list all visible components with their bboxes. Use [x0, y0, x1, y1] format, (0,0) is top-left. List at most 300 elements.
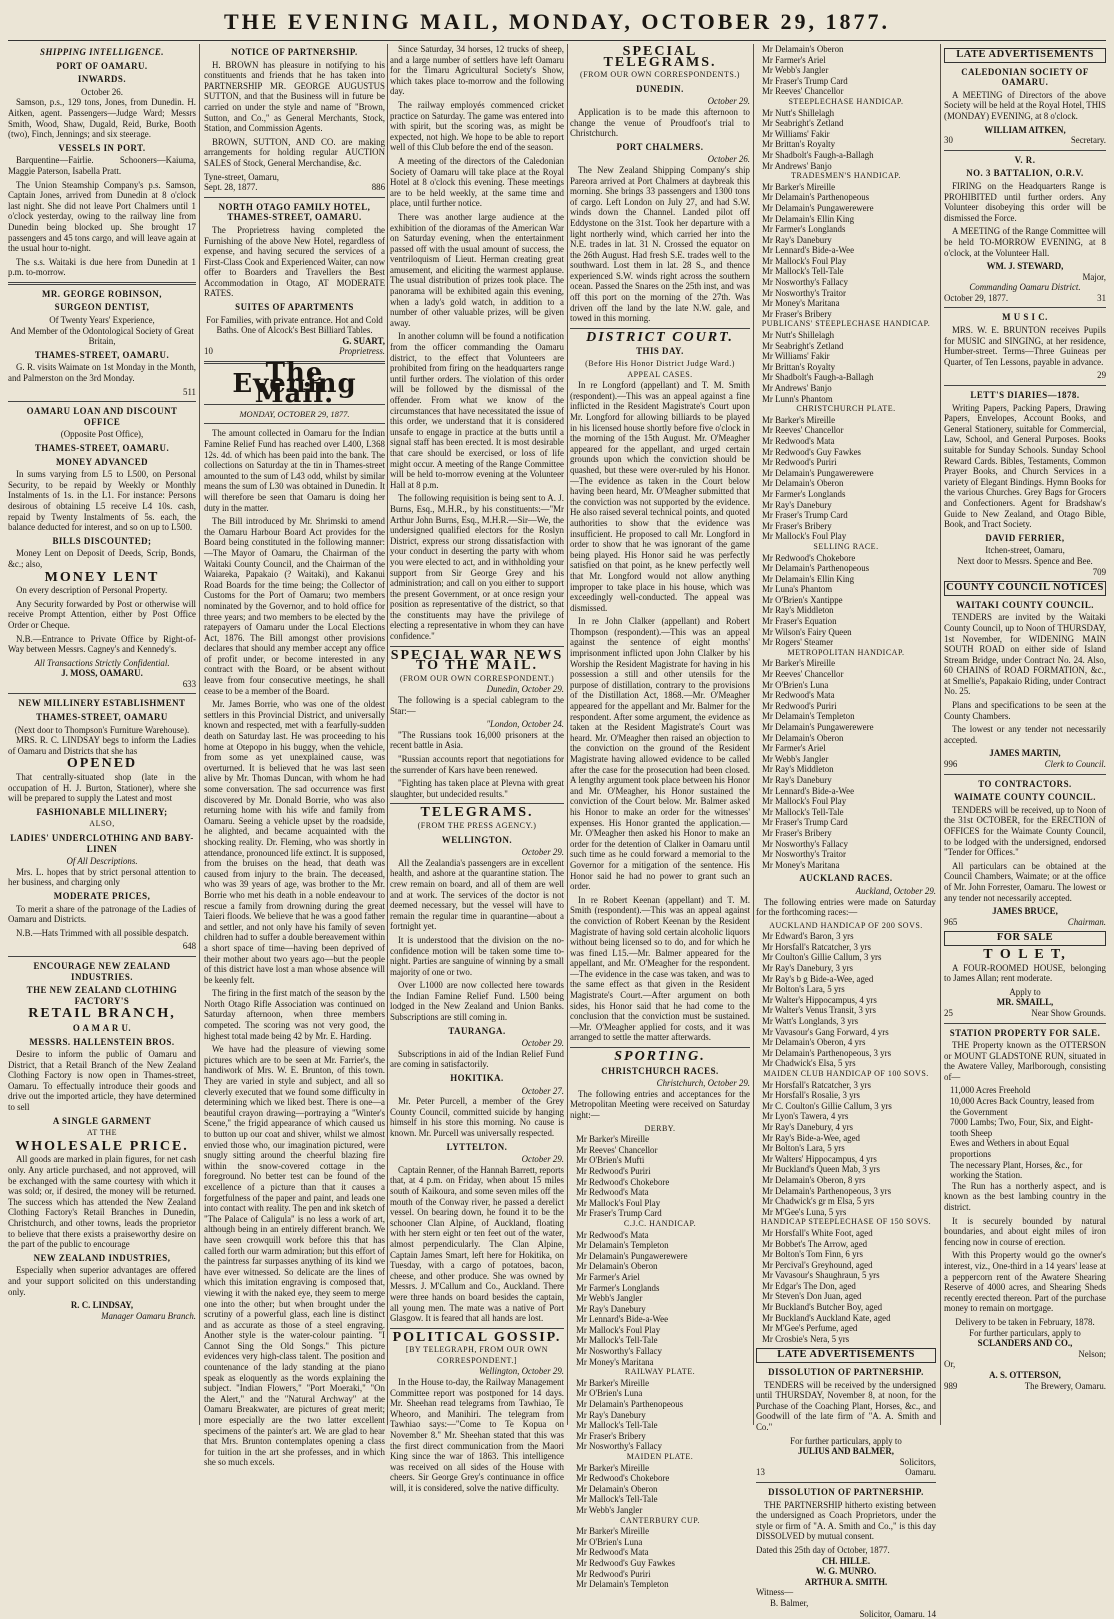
battalion-heading: NO. 3 BATTALION, O.R.V.	[944, 168, 1106, 179]
address-label: Near Show Grounds.	[1031, 1008, 1106, 1019]
list-item: Mr Lennard's Bide-a-Wee	[756, 786, 936, 797]
list-item: Mr Bolton's Tom Finn, 6 yrs	[756, 1249, 936, 1260]
list-item: Mr Andrews' Banjo	[756, 383, 936, 394]
pc-date: October 26.	[570, 154, 750, 165]
telegrams-heading: TELEGRAMS.	[390, 808, 564, 819]
list-item: The necessary Plant, Horses, &c., for working the Station.	[944, 1160, 1106, 1181]
suart-signature: G. SUART,	[204, 336, 385, 347]
contractors-heading: TO CONTRACTORS.	[944, 779, 1106, 790]
race-heading: MAIDEN PLATE.	[570, 1452, 750, 1463]
wholesale-heading: WHOLESALE PRICE.	[8, 1142, 196, 1153]
masthead-rule	[8, 40, 1106, 41]
list-item: Mr Edward's Baron, 3 yrs	[756, 931, 936, 942]
dentist-name: MR. GEORGE ROBINSON,	[8, 289, 196, 300]
editorial-paragraph: Since Saturday, 34 horses, 12 trucks of sheep, and a large number of settlers have left Oamaru for the Timaru Agricultural Society's Show, which takes place to-morrow and the following day.	[390, 44, 564, 97]
list-item: Mr Fraser's Equation	[756, 616, 936, 627]
list-item: Mr Lennard's Bide-a-Wee	[756, 245, 936, 256]
race-heading: STEEPLECHASE HANDICAP.	[756, 97, 936, 108]
list-item: Mr Webb's Jangler	[756, 65, 936, 76]
list-item: Mr Delamain's Pungawerewere	[756, 722, 936, 733]
editorial-paragraph: The amount collected in Oamaru for the Indian Famine Relief Fund has reached over L400, L368 12s. 4d. of which has been paid into the bank. The collections on Saturday at the tin in Thames-street amounted to the sum of L43 odd, whilst by similar means the sum of L30 was obtained in Dunedin. It will therefore be seen that Oamaru is doing her duty in the matter.	[204, 428, 385, 513]
divider	[570, 328, 750, 329]
list-item: Mr Nosworthy's Fallacy	[570, 1346, 750, 1357]
ch-races-heading: CHRISTCHURCH RACES.	[570, 1066, 750, 1077]
list-item: Mr Delamain's Parthenopeous	[756, 563, 936, 574]
lyttelton-heading: LYTTELTON.	[390, 1142, 564, 1153]
race-heading: MAIDEN CLUB HANDICAP OF 100 SOVS.	[756, 1069, 936, 1080]
list-item: Mr Steven's Don Juan, aged	[756, 1291, 936, 1302]
list-item: Mr Walter's Hippocampus, 4 yrs	[756, 995, 936, 1006]
list-item: Mr O'Brien's Luna	[570, 1388, 750, 1399]
list-item: Mr Fraser's Trump Card	[570, 1208, 750, 1219]
single-garment: A SINGLE GARMENT	[8, 1116, 196, 1127]
caledonian-heading: CALEDONIAN SOCIETY OF OAMARU.	[944, 67, 1106, 88]
race-heading: CANTERBURY CUP.	[570, 1516, 750, 1527]
confidential-note: All Transactions Strictly Confidential.	[8, 658, 196, 669]
otterson-footer	[944, 1381, 1106, 1392]
list-item: Mr Fraser's Trump Card	[756, 76, 936, 87]
dated-line: Dated this 25th day of October, 1877.	[756, 1545, 936, 1556]
list-item: Mr Farmer's Longlands	[756, 224, 936, 235]
list-item: Mr Redwood's Mata	[756, 690, 936, 701]
editorial-paragraph: The Bill introduced by Mr. Shrimski to amend the Oamaru Harbour Board Act provides for the Board being constituted in the following manner:—The Mayor of Oamaru, the Chairman of the Waitaki County Council, and the Chairman of the Waiareka, Papakaio (? Waitaki), and Kakanui Road Boards for the time being; the Collector of Customs for the Port of Oamaru; two members nominated by the Governor, and to hold office for three years; and two members to be elected by the ratepayers of Oamaru under the Local Elections Act, 1876. The Bill amongst other provisions declares that should any member accept any office of profit under, or become interested in any contract with the Board, or be absent without leave from four consecutive meetings, he shall cease to be a member of the Board.	[204, 516, 385, 696]
race-heading: CHRISTCHURCH PLATE.	[756, 404, 936, 415]
entry-list	[756, 658, 936, 870]
list-item: Mr Ray's Danebury	[756, 235, 936, 246]
entry-list	[756, 182, 936, 320]
list-item: Mr Delamain's Oberon	[756, 478, 936, 489]
ferrier-heading: DAVID FERRIER,	[944, 533, 1106, 544]
list-item: Mr Mallock's Foul Play	[756, 256, 936, 267]
waimate-heading: WAIMATE COUNTY COUNCIL.	[944, 792, 1106, 803]
divider	[8, 282, 196, 285]
list-item: Mr Delamain's Oberon	[570, 1261, 750, 1272]
entry-list	[756, 330, 936, 404]
list-item: Mr Mallock's Tell-Tale	[570, 1420, 750, 1431]
hats-text: N.B.—Hats Trimmed with all possible despatch.	[8, 928, 196, 939]
clothing-heading: THE NEW ZEALAND CLOTHING FACTORY'S	[8, 985, 196, 1006]
also-label: ALSO,	[8, 819, 196, 830]
list-item: Mr Rogers' Steamer	[756, 637, 936, 648]
lyttelton-date: October 29.	[390, 1154, 564, 1165]
dentist-experience: Of Twenty Years' Experience,	[8, 315, 196, 326]
list-item: Mr Percival's Greyhound, aged	[756, 1260, 936, 1271]
list-item: Mr Mallock's Foul Play	[756, 531, 936, 542]
entry-list	[756, 931, 936, 1069]
list-item: Mr Bobbet's The Arrow, aged	[756, 1239, 936, 1250]
telegrams-sub: (FROM THE PRESS AGENCY.)	[390, 821, 564, 832]
ad-number: 633	[8, 679, 196, 690]
entry-list	[756, 1080, 936, 1218]
money-lent-heading: MONEY LENT	[8, 573, 196, 584]
list-item: Mr Fraser's Bribery	[570, 1431, 750, 1442]
ad-number: 965	[944, 917, 957, 927]
list-item: Mr Mallock's Tell-Tale	[756, 266, 936, 277]
list-item: Mr Mallock's Foul Play	[570, 1198, 750, 1209]
union-text: The Union Steamship Company's p.s. Samson, Captain Jones, arrived from Dunedin at 8 o'clock last night. She did not leave Port Chalmers until 1 o'clock yesterday, owing to the railway line from Dunedin being blocked up. She brought 17 passengers and 45 tons cargo, and will leave again at the usual hour to-night.	[8, 180, 196, 254]
race-heading: METROPOLITAN HANDICAP.	[756, 648, 936, 659]
list-item: Mr Nosworthy's Traitor	[756, 849, 936, 860]
war-dateline: Dunedin, October 29.	[390, 684, 564, 695]
nz-industries-heading: NEW ZEALAND INDUSTRIES,	[8, 1253, 196, 1264]
war-item: "The Russians took 16,000 prisoners at the recent battle in Asia.	[390, 730, 564, 751]
opened-heading: OPENED	[8, 759, 196, 770]
political-heading: POLITICAL GOSSIP.	[390, 1333, 564, 1344]
list-item: Mr Fraser's Trump Card	[756, 817, 936, 828]
list-item: Mr Delamain's Templeton	[756, 711, 936, 722]
list-item: 11,000 Acres Freehold	[944, 1085, 1106, 1096]
entry-list	[756, 108, 936, 172]
suites-text: For Families, with private entrance. Hot and Cold Baths. One of Alcock's Best Billiard Tables.	[204, 315, 385, 336]
political-dateline: Wellington, October 29.	[390, 1366, 564, 1377]
race-heading: PUBLICANS' STEEPLECHASE HANDICAP.	[756, 319, 936, 330]
list-item: Mr Nutt's Shillelagh	[756, 108, 936, 119]
list-item: Mr Delamain's Parthenopeous, 3 yrs	[756, 1048, 936, 1059]
ch-dateline: Christchurch, October 29.	[570, 1078, 750, 1089]
list-item: Mr Vavasour's Shaughraun, 5 yrs	[756, 1270, 936, 1281]
nelson-label: Nelson;	[944, 1349, 1106, 1360]
list-item: Mr Seabright's Zetland	[756, 118, 936, 129]
clothing-text: Desire to inform the public of Oamaru and District, that a Retail Branch of the New Zealand Clothing Factory is now open in Thames-street, Oamaru. To effectually introduce their goods and drive out the imported article, they have determined to sell	[8, 1049, 196, 1113]
partnership-heading: NOTICE OF PARTNERSHIP.	[204, 47, 385, 58]
list-item: Mr O'Brien's Luna	[570, 1537, 750, 1548]
owner-text: With this Property would go the owner's interest, viz., One-third in a 14 years' lease at a peppercorn rent of the Awatere Shearing Reserve of 4000 acres, and Shearing Sheds recently erected thereon. Part of the purchase money to remain on mortgage.	[944, 1250, 1106, 1314]
tenders-further: For further particulars, apply to	[756, 1436, 936, 1447]
list-item: Mr Watt's Longlands, 3 yrs	[756, 1016, 936, 1027]
editorial-paragraph: There was another large audience at the exhibition of the dioramas of the American War on Saturday evening, when the entertainment passed off with the usual amount of success, the ventriloquism of Lieut. Herman creating great amusement, and eliciting the warmest applause. The usual distribution of prizes took place. The panorama will be exhibited again this evening, when a lady's gold watch, in addition to a number of other valuable prizes, will be given away.	[390, 212, 564, 329]
oct-footer	[944, 293, 1106, 304]
column-3	[390, 44, 564, 1425]
ferrier-address: Itchen-street, Oamaru,	[944, 545, 1106, 556]
list-item: Mr Farmer's Ariel	[756, 55, 936, 66]
list-item: Mr Delamain's Parthenopeous	[570, 1399, 750, 1410]
port-heading: PORT OF OAMARU.	[8, 61, 196, 72]
newspaper-nameplate: The Evening Mail.	[204, 368, 385, 400]
list-item: Mr Money's Maritana	[570, 1357, 750, 1368]
major-label: Major,	[944, 272, 1106, 283]
smaill-footer	[944, 1008, 1106, 1019]
ad-number: 31	[1097, 293, 1106, 304]
ad-number: 30	[944, 135, 953, 145]
list-item: Mr Mallock's Tell-Tale	[570, 1494, 750, 1505]
proprietress-label: Proprietress.	[339, 346, 385, 357]
lindsay-signature: R. C. LINDSAY,	[8, 1300, 196, 1311]
list-item: Mr Shadbolt's Faugh-a-Ballagh	[756, 372, 936, 383]
hokitika-date: October 27.	[390, 1086, 564, 1097]
list-item: Mr Crosbie's Nera, 5 yrs	[756, 1334, 936, 1345]
property-list	[944, 1085, 1106, 1180]
signatory: CH. HILLE.	[756, 1556, 936, 1567]
clerk-label: Clerk to Council.	[1045, 759, 1106, 770]
political-sub: [BY TELEGRAPH, FROM OUR OWN CORRESPONDENT.]	[390, 1345, 564, 1366]
list-item: Mr Redwood's Guy Fawkes	[570, 1558, 750, 1569]
war-intro: The following is a special cablegram to the Star:—	[390, 695, 564, 716]
list-item: Mr Redwood's Guy Fawkes	[756, 447, 936, 458]
auckland-races-heading: AUCKLAND RACES.	[756, 873, 936, 884]
race-heading: C.J.C. HANDICAP.	[570, 1219, 750, 1230]
divider	[204, 197, 385, 198]
nz-text: Especially when superior advantages are offered and your support solicited on this understanding only.	[8, 1265, 196, 1297]
entry-list	[570, 1134, 750, 1219]
divider	[390, 646, 564, 647]
list-item: Mr Buckland's Queen Mab, 3 yrs	[756, 1164, 936, 1175]
court-case: In re Robert Keenan (appellant) and T. M. Smith (respondent).—This was an appeal against the conviction of Robert Keenan by the Resident Magistrate of having sold certain alcoholic liquors without being licensed so to do, and for which he was fined L15.—Mr. Balmer appeared for the appellant, and Mr. O'Meagher for the respondent.—The evidence in the case was taken, and was to the same effect as that given in the Resident Magistrate's Court.—After argument on both sides, his Honor said that he had come to the conclusion that the conviction must be sustained.—Mr. O'Meagher applied for costs, and it was arranged to settle the matter afterwards.	[570, 895, 750, 1043]
plans-text: Plans and specifications to be seen at the County Chambers.	[944, 700, 1106, 721]
steward-signature: WM. J. STEWARD,	[944, 261, 1106, 272]
list-item: Mr Horsfall's Rosalie, 3 yrs	[756, 1090, 936, 1101]
list-item: Mr Lennard's Bide-a-Wee	[570, 1314, 750, 1325]
column-separator	[567, 44, 568, 1425]
column-6	[944, 44, 1106, 1425]
county-notices-heading: COUNTY COUNCIL NOTICES	[944, 581, 1106, 596]
for-sale-heading: FOR SALE	[944, 931, 1106, 946]
julius-balmer: JULIUS AND BALMER,	[756, 1446, 936, 1457]
tenders-waimate: TENDERS will be received, up to Noon of the 31st OCTOBER, for the ERECTION of OFFICES for the Waimate County Council, to be lodged with the undersigned, endorsed "Tender for Offices."	[944, 805, 1106, 858]
money-text: In sums varying from L5 to L500, on Personal Security, to be repaid by Weekly or Monthly Instalments of 1s. in the L1. For instance: Persons desirous of obtaining L5 receive L4 10s. cash, repaid by Twenty Instalments of 5s. each, the balance deducted for interest, and so on up to L500.	[8, 469, 196, 533]
divider	[944, 150, 1106, 151]
brewery-label: The Brewery, Oamaru.	[1025, 1381, 1106, 1392]
inwards-text: Samson, p.s., 129 tons, Jones, from Dunedin. H. Aitken, agent. Passengers—Judge Ward; Messrs Smith, Wood, Shaw, Dugald, Reid, Burke, Booth (two), Finch, Jennings; and six steerage.	[8, 97, 196, 139]
balmer-footer	[756, 1609, 936, 1619]
editorial-paragraph: In another column will be found a notification from the officer commanding the Oamaru district, to the effect that Volunteers are prohibited from firing on the headquarters range until further orders. The violation of this order will be followed by the dismissal of the offender. From what we know of the circumstances that have necessitated the issue of this order, we understand that it is considered unsafe to engage in practice at the butts until a signal staff has been erected. It is most desirable that care should be exercised, or loss of life might occur. A meeting of the Range Committee will be held to-morrow evening at the Volunteer Hall at 8 p.m.	[390, 331, 564, 490]
list-item: Mr Nosworthy's Fallacy	[570, 1441, 750, 1452]
fashionable-heading: FASHIONABLE MILLINERY;	[8, 807, 196, 818]
list-item: Mr Barker's Mireille	[756, 415, 936, 426]
bruce-footer	[944, 917, 1106, 928]
letts-heading: LETT'S DIARIES—1878.	[944, 390, 1106, 401]
opened-text: That centrally-situated shop (late in the occupation of H. J. Burton, Stationer), where she will be prepared to supply the Latest and most	[8, 772, 196, 804]
list-item: Mr Horsfall's White Foot, aged	[756, 1228, 936, 1239]
particulars-text: All particulars can be obtained at the Council Chambers, Waimate; or at the office of Mr. John Forrester, Oamaru. The lowest or any tender not necessarily accepted.	[944, 861, 1106, 903]
secretary-label: Secretary.	[1071, 135, 1106, 146]
list-item: Mr Walters' Hippocampus, 4 yrs	[756, 1154, 936, 1165]
war-news-sub: (FROM OUR OWN CORRESPONDENT.)	[390, 674, 564, 685]
list-item: Mr Lunn's Phantom	[756, 394, 936, 405]
divider	[944, 774, 1106, 775]
ad-number: 25	[944, 1008, 953, 1018]
place-label: Oamaru.	[905, 1467, 936, 1478]
ad-number: 709	[944, 567, 1106, 578]
dentist-note: G. R. visits Waimate on 1st Monday in the Month, and Palmerston on the 3rd Monday.	[8, 362, 196, 383]
list-item: Mr Walter's Venus Transit, 3 yrs	[756, 1005, 936, 1016]
moderate-heading: MODERATE PRICES,	[8, 891, 196, 902]
list-item: Mr Redwood's Mata	[570, 1230, 750, 1241]
list-item: Mr Buckland's Butcher Boy, aged	[756, 1302, 936, 1313]
list-item: Mr Mallock's Foul Play	[756, 796, 936, 807]
to-let-heading: T O L E T,	[944, 950, 1106, 961]
dentist-member: And Member of the Odontological Society of Great Britain,	[8, 326, 196, 347]
list-item: Mr Redwood's Chokebore	[570, 1473, 750, 1484]
list-item: Mr Redwood's Puriri	[756, 457, 936, 468]
firing-text: FIRING on the Headquarters Range is PROHIBITED until further orders. Any Volunteer disobeying this order will be dismissed the Force.	[944, 181, 1106, 223]
wellington-heading: WELLINGTON.	[390, 835, 564, 846]
martin-footer	[944, 759, 1106, 770]
ad-number: 13	[756, 1467, 765, 1477]
list-item: Mr Redwood's Puriri	[570, 1166, 750, 1177]
list-item: Mr Lyon's Tawera, 4 yrs	[756, 1111, 936, 1122]
wholesale-text: All goods are marked in plain figures, for net cash only. Any article purchased, and not approved, will be exchanged with the same courtesy with which it was sold; or, if desired, the money will be returned. The success which has attended the New Zealand Clothing Factory's Retail Branches in Dunedin, Christchurch, and other towns, leads the proprietor to believe that there exists a praiseworthy desire on the part of the public to encourage	[8, 1154, 196, 1249]
list-item: Mr Redwood's Chokebore	[570, 1177, 750, 1188]
lyttelton-text: Captain Renner, of the Hannah Barrett, reports that, at 4 p.m. on Friday, when about 15 miles south of Kaikoura, and some seven miles off the mouth of the Conway river, he passed a derelict vessel. On bearing down, he found it to be the schooner Clan Alpine, of Auckland, floating with her stern eight or ten feet out of the water, almost perpendicularly. The Clan Alpine, Captain James Smart, left here for Hokitika, on Tuesday, with a cargo of potatoes, bacon, cheese, and other produce. She was owned by Messrs. J. M'Callum and Co., Auckland. There were three hands on board besides the captain, all young men. The mate was a native of Port Glasgow. It is feared that all hands are lost.	[390, 1165, 564, 1324]
list-item: Mr Ray's Middleton	[756, 764, 936, 775]
list-item: Mr Brittan's Royalty	[756, 362, 936, 373]
bills-text: Money Lent on Deposit of Deeds, Scrip, Bonds, &c.; also,	[8, 548, 196, 569]
ch-text: The following entries and acceptances for the Metropolitan Meeting were received on Saturday night:—	[570, 1089, 750, 1121]
brown-text: H. BROWN has pleasure in notifying to his constituents and friends that he has taken into PARTNERSHIP MR. GEORGE AUGUSTUS SUTTON, and that the Business will in future be carried on under the style and name of "Brown, Sutton, and Co.," as General Merchants, Stock, Station, and Commission Agents.	[204, 60, 385, 134]
dunedin-heading: DUNEDIN.	[570, 84, 750, 95]
ad-number: 29	[944, 370, 1106, 381]
security-text: Any Security forwarded by Post or otherwise will receive Prompt Attention, either by Post Office Order or Cheque.	[8, 599, 196, 631]
political-text: In the House to-day, the Railway Management Committee report was postponed for 14 days. Mr. Sheehan read telegrams from Tawhiao, Te Wheoro, and Manihiri. The telegram from Tawhiao says:—"Come to Te Kopua on November 8." Mr. Sheehan stated that this was the first direct communication from the Maori King since the war of 1863. This intelligence was received on all sides of the House with cheers. Sir George Grey's continuance in office will, it is considered, solve the native difficulty.	[390, 1377, 564, 1494]
race-heading: SELLING RACE.	[756, 542, 936, 553]
list-item: Mr Farmer's Ariel	[570, 1272, 750, 1283]
list-item: Mr Coulton's Gillie Callum, 3 yrs	[756, 952, 936, 963]
list-item: Mr Chadwick's Elsa, 5 yrs	[756, 1058, 936, 1069]
column-4	[570, 44, 750, 1425]
race-heading: HANDICAP STEEPLECHASE OF 150 SOVS.	[756, 1217, 936, 1228]
ad-number: 886	[372, 182, 385, 193]
entry-list	[756, 44, 936, 97]
judge-line: (Before His Honor District Judge Ward.)	[570, 359, 750, 370]
oamaru-heading: O A M A R U.	[8, 1023, 196, 1034]
moss-signature: J. MOSS, OAMARU.	[8, 668, 196, 679]
list-item: Mr Nosworthy's Fallacy	[756, 277, 936, 288]
hokitika-text: Mr. Peter Purcell, a member of the Grey County Council, committed suicide by hanging himself in his store this morning. No cause is known. Mr. Purcell was universally respected.	[390, 1096, 564, 1138]
aitken-signature: WILLIAM AITKEN,	[944, 125, 1106, 136]
ad-number: 996	[944, 759, 957, 769]
list-item: Mr Edgar's The Don, aged	[756, 1281, 936, 1292]
list-item: Mr Williams' Fakir	[756, 129, 936, 140]
list-item: Mr Redwood's Puriri	[756, 701, 936, 712]
district-court-heading: DISTRICT COURT.	[570, 333, 750, 344]
ferrier-next: Next door to Messrs. Spence and Bee.	[944, 556, 1106, 567]
list-item: Mr Reeves' Chancellor	[756, 425, 936, 436]
list-item: Mr O'Brien's Xantippe	[756, 595, 936, 606]
dentist-address: THAMES-STREET, OAMARU.	[8, 350, 196, 361]
list-item: Mr Delamain's Templeton	[570, 1579, 750, 1590]
list-item: Mr Webb's Jangler	[570, 1293, 750, 1304]
appeal-cases: APPEAL CASES.	[570, 370, 750, 381]
music-heading: M U S I C.	[944, 312, 1106, 323]
let-text: A FOUR-ROOMED HOUSE, belonging to James Allan; rent moderate.	[944, 963, 1106, 984]
entry-list	[756, 553, 936, 648]
hallenstein-heading: MESSRS. HALLENSTEIN BROS.	[8, 1037, 196, 1048]
martin-signature: JAMES MARTIN,	[944, 748, 1106, 759]
divider	[8, 956, 196, 957]
lowest-text: The lowest or any tender not necessarily accepted.	[944, 724, 1106, 745]
tenders-footer	[756, 1467, 936, 1478]
list-item: Mr Seabright's Zetland	[756, 341, 936, 352]
list-item: Mr Redwood's Mata	[570, 1547, 750, 1558]
list-item: Mr Barker's Mireille	[756, 182, 936, 193]
list-item: Mr Delamain's Templeton	[570, 1240, 750, 1251]
list-item: Mr Reeves' Chancellor	[570, 1145, 750, 1156]
list-item: Mr Bolton's Lara, 5 yrs	[756, 984, 936, 995]
letts-text: Writing Papers, Packing Papers, Drawing Papers, Envelopes, Account Books, and General Stationery, suitable for Commercial, Law, School, and General Purposes. Books suitable for Sunday Schools. Sunday School Reward Cards. Bibles, Testaments, Common Prayer Books, and Church Services in a variety of Elegant Bindings. Hymn Books for the various Churches. Grey Bags for Grocers and Confectioners. Agent for Bradshaw's Guide to New Zealand, and Otago Bible, Book, and Tract Society.	[944, 403, 1106, 530]
list-item: Mr Andrews' Banjo	[756, 161, 936, 172]
range-text: A MEETING of the Range Committee will be held TO-MORROW EVENING, at 8 o'clock, at the Volunteer Hall.	[944, 226, 1106, 258]
run-text: The Run has a northerly aspect, and is known as the best lambing country in the district.	[944, 1181, 1106, 1213]
hokitika-heading: HOKITIKA.	[390, 1073, 564, 1084]
race-heading: DERBY.	[570, 1124, 750, 1135]
loan-office-address: THAMES-STREET, OAMARU.	[8, 443, 196, 454]
column-separator	[387, 44, 388, 1425]
auckland-text: The following entries were made on Saturday for the forthcoming races:—	[756, 897, 936, 918]
chairman-label: Chairman.	[1068, 917, 1106, 928]
list-item: Mr Delamain's Parthenopeous	[756, 192, 936, 203]
dunedin-date: October 29.	[570, 96, 750, 107]
list-item: Mr M'Gee's Perfume, aged	[756, 1323, 936, 1334]
list-item: Mr Delamain's Pungawerewere	[756, 203, 936, 214]
list-item: Mr Ray's Danebury	[756, 775, 936, 786]
entry-list	[570, 1463, 750, 1516]
list-item: Mr Ray's Danebury	[570, 1410, 750, 1421]
list-item: Mr Webb's Jangler	[570, 1505, 750, 1516]
ladies-heading: LADIES' UNDERCLOTHING AND BABY-LINEN	[8, 833, 196, 854]
list-item: Mr Farmer's Ariel	[756, 743, 936, 754]
dissolution-heading: DISSOLUTION OF PARTNERSHIP.	[756, 1367, 936, 1378]
commanding-label: Commanding Oamaru District.	[944, 282, 1106, 293]
list-item: Mr Buckland's Auckland Kate, aged	[756, 1313, 936, 1324]
list-item: Mr Ray's Danebury, 4 yrs	[756, 1122, 936, 1133]
list-item: Mr O'Brien's Mufti	[570, 1155, 750, 1166]
balmer-name: B. Balmer,	[756, 1598, 936, 1609]
race-heading: TRADESMEN'S HANDICAP.	[756, 171, 936, 182]
entry-list	[570, 1526, 750, 1590]
waitaki-text: The s.s. Waitaki is due here from Dunedin at 1 p.m. to-morrow.	[8, 257, 196, 278]
list-item: Mr Redwood's Mata	[756, 436, 936, 447]
secured-text: It is securely bounded by natural boundaries, and about eight miles of iron fencing now in course of erection.	[944, 1216, 1106, 1248]
money-lent-text: On every description of Personal Property.	[8, 585, 196, 596]
apply-label: Apply to	[944, 987, 1106, 998]
divider	[756, 1482, 936, 1483]
entry-list	[756, 1228, 936, 1345]
vessels-heading: VESSELS IN PORT.	[8, 143, 196, 154]
list-item: Mr Delamain's Oberon	[756, 44, 936, 55]
list-item: Mr Luna's Phantom	[756, 584, 936, 595]
vr-heading: V. R.	[944, 155, 1106, 166]
list-item: Mr Ray's Bide-a-Wee, aged	[756, 1133, 936, 1144]
list-item: Mr Williams' Fakir	[756, 351, 936, 362]
station-heading: STATION PROPERTY FOR SALE.	[944, 1028, 1106, 1039]
list-item: Mr Shadbolt's Faugh-a-Ballagh	[756, 150, 936, 161]
list-item: Mr Barker's Mireille	[570, 1134, 750, 1145]
divider	[204, 423, 385, 424]
list-item: Mr Mallock's Tell-Tale	[756, 807, 936, 818]
war-london: "London, October 24.	[390, 719, 564, 730]
bills-heading: BILLS DISCOUNTED;	[8, 536, 196, 547]
inwards-date: October 26.	[8, 87, 196, 98]
list-item: Mr Delamain's Ellin King	[756, 574, 936, 585]
divider	[8, 401, 196, 402]
wellington-item: It is understood that the division on the no-confidence motion will be taken some time to-night. Parties are sanguine of winning by a small majority of one or two.	[390, 935, 564, 977]
millinery-address: THAMES-STREET, OAMARU	[8, 712, 196, 723]
divider	[390, 803, 564, 804]
sept-date-text: Sept. 28, 1877.	[204, 182, 258, 192]
list-item: Mr Ray's Middleton	[756, 605, 936, 616]
list-item: Mr Redwood's Mata	[570, 1187, 750, 1198]
list-item: Mr Horsfall's Ratcatcher, 3 yrs	[756, 1080, 936, 1091]
editorial-paragraph: The following requisition is being sent to A. J. Burns, Esq., M.H.R., by his constituents:—"Mr Arthur John Burns, Esq., M.H.R.—Sir—We, the undersigned qualified electors for the Roslyn District, express our strong dissatisfaction with your conduct in deserting the party with whom you were elected to act, and in withholding your support from Sir George Grey and his administration; and call on you either to support the present Government, or at once resign your position as representative of the district, so that the constituents may have the privilege of electing a representative in whom they can have confidence."	[390, 493, 564, 641]
wellington-date: October 29.	[390, 847, 564, 858]
list-item: 7000 Lambs; Two, Four, Six, and Eight-tooth Sheep	[944, 1117, 1106, 1138]
war-item: "Russian accounts report that negotiations for the surrender of Kars have been renewed.	[390, 754, 564, 775]
signatory: ARTHUR A. SMITH.	[756, 1577, 936, 1588]
tauranga-text: Subscriptions in aid of the Indian Relief Fund are coming in satisfactorily.	[390, 1049, 564, 1070]
list-item: Mr Reeves' Chancellor	[756, 86, 936, 97]
witness-label: Witness—	[756, 1587, 936, 1598]
list-item: Mr Barker's Mireille	[756, 658, 936, 669]
